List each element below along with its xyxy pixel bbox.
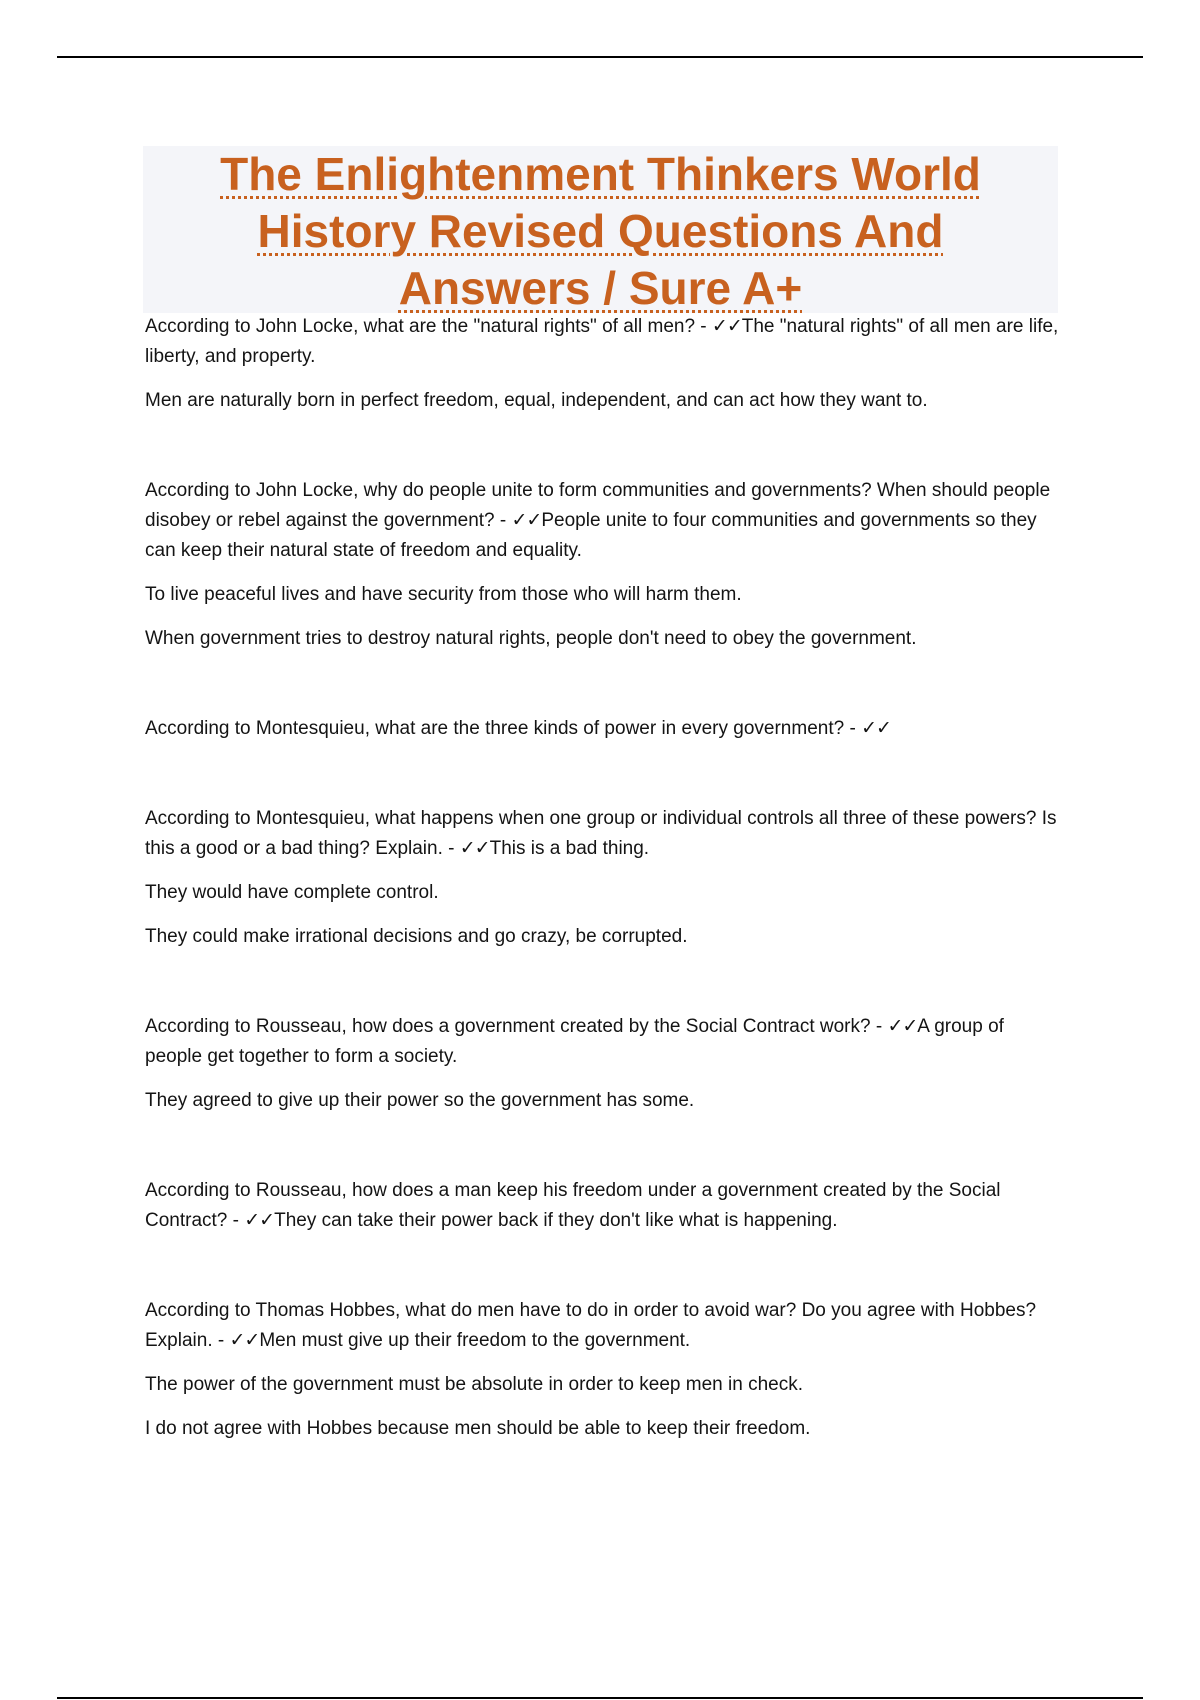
answer-text: The "natural rights" of all men are life, liberty, and property. <box>145 316 1059 367</box>
answer-extra-line: Men are naturally born in perfect freedom, equal, independent, and can act how they want to. <box>145 390 928 411</box>
check-marks-icon: ✓✓ <box>459 838 490 859</box>
check-marks-icon: ✓✓ <box>887 1016 918 1037</box>
answer-extra-line: The power of the government must be absolute in order to keep men in check. <box>145 1374 803 1395</box>
answer-extra-line: I do not agree with Hobbes because men should be able to keep their freedom. <box>145 1418 811 1439</box>
question-text: According to John Locke, why do people unite to form communities and governments? When should people disobey or rebel against the government? - <box>145 480 1051 531</box>
qa-question-line <box>145 714 1065 744</box>
check-marks-icon: ✓✓ <box>511 510 542 531</box>
title-banner <box>143 146 1058 313</box>
answer-extra-line: When government tries to destroy natural rights, people don't need to obey the government. <box>145 628 917 649</box>
bottom-rule <box>57 1697 1143 1699</box>
question-text: According to John Locke, what are the "natural rights" of all men? - <box>145 316 712 337</box>
answer-text: People unite to four communities and governments so they can keep their natural state of freedom and equality. <box>145 510 1037 561</box>
title-line-3: Answers / Sure A+ <box>398 262 803 314</box>
qa-item <box>145 714 1065 744</box>
answer-extra-line: They could make irrational decisions and go crazy, be corrupted. <box>145 926 688 947</box>
answer-text: They can take their power back if they don't like what is happening. <box>274 1210 838 1231</box>
qa-item <box>145 1176 1065 1236</box>
question-text: According to Rousseau, how does a man keep his freedom under a government created by the Social Contract? - <box>145 1180 1001 1231</box>
answer-extra-line: They agreed to give up their power so the government has some. <box>145 1090 695 1111</box>
check-marks-icon: ✓✓ <box>711 316 742 337</box>
qa-question-line <box>145 1296 1065 1356</box>
question-text: According to Montesquieu, what happens when one group or individual controls all three of these powers? Is this a good or a bad thing? Explain. - <box>145 808 1057 859</box>
answer-text: This is a bad thing. <box>489 838 650 859</box>
qa-item <box>145 1296 1065 1444</box>
answer-extra-line: To live peaceful lives and have security from those who will harm them. <box>145 584 742 605</box>
check-marks-icon: ✓✓ <box>229 1330 260 1351</box>
document-title <box>143 146 1058 317</box>
check-marks-icon: ✓✓ <box>861 718 891 739</box>
qa-item <box>145 804 1065 952</box>
top-rule <box>57 56 1143 58</box>
qa-question-line <box>145 476 1065 566</box>
qa-list <box>145 312 1065 1444</box>
check-marks-icon: ✓✓ <box>244 1210 275 1231</box>
qa-question-line <box>145 1176 1065 1236</box>
qa-item <box>145 1012 1065 1116</box>
qa-question-line <box>145 312 1065 372</box>
question-text: According to Thomas Hobbes, what do men have to do in order to avoid war? Do you agree with Hobbes? Explain. - <box>145 1300 1037 1351</box>
qa-item <box>145 476 1065 654</box>
qa-question-line <box>145 1012 1065 1072</box>
question-text: According to Rousseau, how does a government created by the Social Contract work? - <box>145 1016 888 1037</box>
title-line-1: The Enlightenment Thinkers World <box>220 148 981 200</box>
qa-question-line <box>145 804 1065 864</box>
answer-text: A group of people get together to form a society. <box>145 1016 1004 1067</box>
title-line-2: History Revised Questions And <box>257 205 944 257</box>
answer-extra-line: They would have complete control. <box>145 882 439 903</box>
answer-text: Men must give up their freedom to the government. <box>259 1330 691 1351</box>
question-text: According to Montesquieu, what are the three kinds of power in every government? - <box>145 718 862 739</box>
qa-item <box>145 312 1065 416</box>
